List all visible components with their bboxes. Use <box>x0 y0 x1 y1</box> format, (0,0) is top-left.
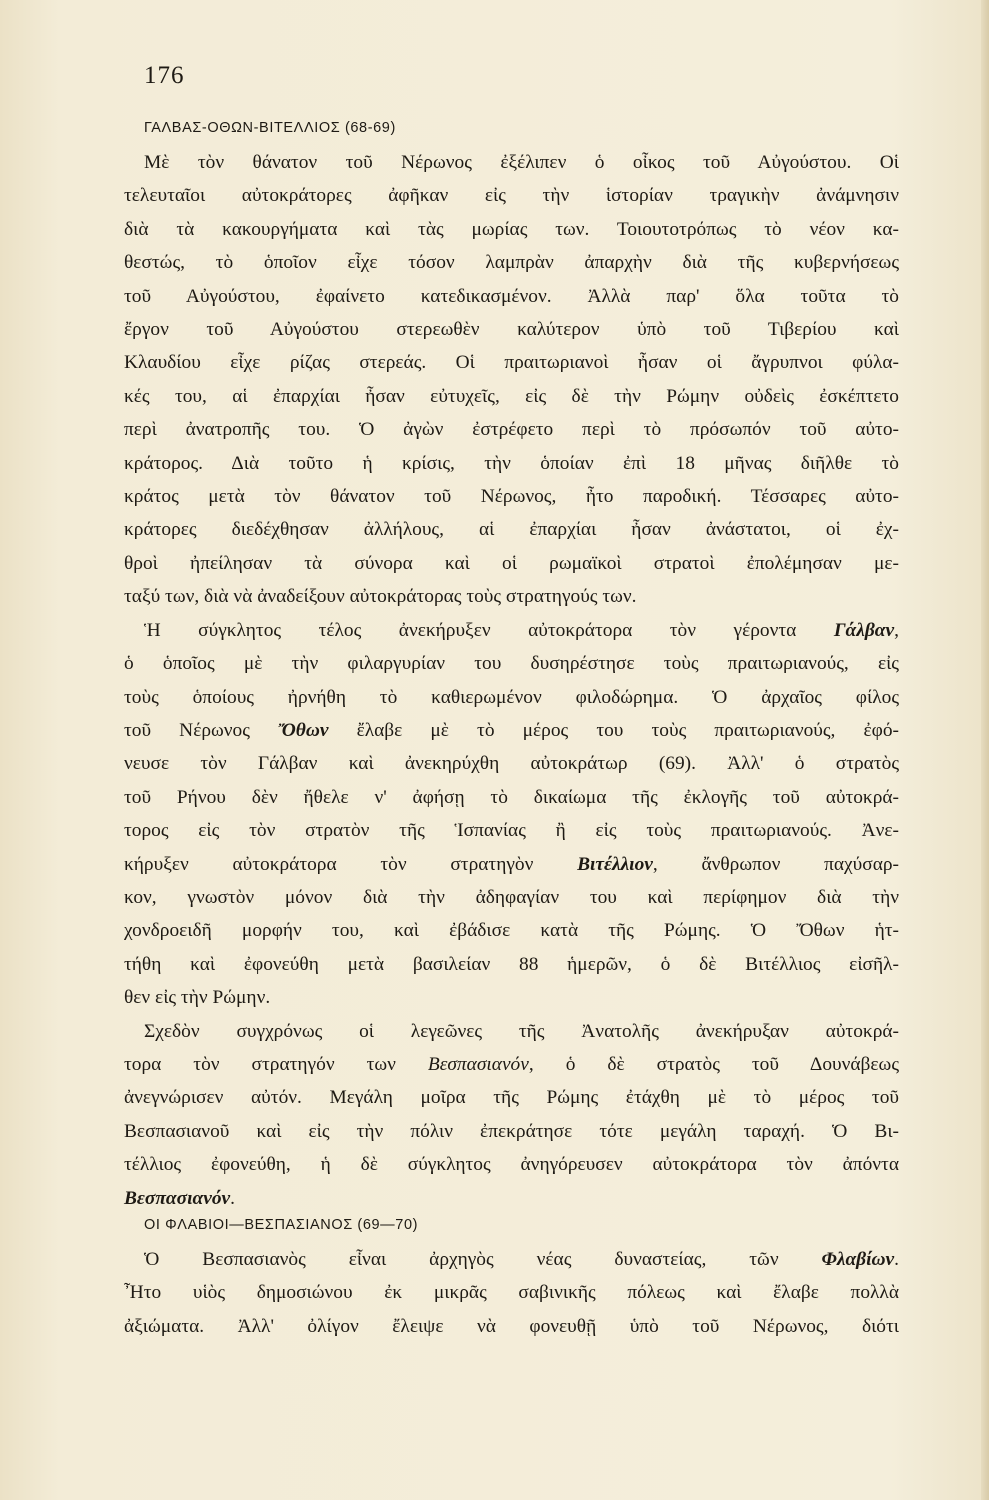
text-run: , ὁ δὲ στρατὸς τοῦ Δουνάβεως <box>528 1053 899 1075</box>
text-line: κράτορος. Διὰ τοῦτο ἡ κρίσις, τὴν ὁποίαν ἐπὶ 18 μῆνας διῆλθε τὸ <box>124 452 899 474</box>
text-run: τορα τὸν στρατηγόν των <box>124 1053 428 1075</box>
text-run: κήρυξεν αὐτοκράτορα τὸν στρατηγὸν <box>124 853 578 875</box>
text-run: , <box>894 619 899 641</box>
section-heading-flavians: ΟΙ ΦΛΑΒΙΟΙ—ΒΕΣΠΑΣΙΑΝΟΣ (69—70) <box>144 1217 419 1233</box>
text-run: Ἡ σύγκλητος τέλος ἀνεκήρυξεν αὐτοκράτορα τὸν γέροντα <box>144 619 834 641</box>
section-heading-galba: ΓΑΛΒΑΣ-ΟΘΩΝ-ΒΙΤΕΛΛΙΟΣ (68-69) <box>144 120 396 136</box>
text-line <box>124 848 899 881</box>
text-line: χονδροειδῆ μορφήν του, καὶ ἐβάδισε κατὰ τῆς Ρώμης. Ὁ Ὄθων ἡτ- <box>124 920 899 942</box>
text-line: θεν εἰς τὴν Ρώμην. <box>124 987 271 1009</box>
text-line <box>124 614 899 647</box>
text-line: ἔργον τοῦ Αὐγούστου στερεωθὲν καλύτερον ὑπὸ τοῦ Τιβερίου καὶ <box>124 319 899 341</box>
text-line: τήθη καὶ ἐφονεύθη μετὰ βασιλείαν 88 ἡμερῶν, ὁ δὲ Βιτέλλιος εἰσῆλ- <box>124 953 899 975</box>
text-run: , ἄνθρωπον παχύσαρ- <box>652 853 899 875</box>
text-line: θροὶ ἠπείλησαν τὰ σύνορα καὶ οἱ ρωμαϊκοὶ στρατοὶ ἐπολέμησαν με- <box>124 552 899 574</box>
text-line: τελευταῖοι αὐτοκράτορες ἀφῆκαν εἰς τὴν ἱστορίαν τραγικὴν ἀνάμνησιν <box>124 185 899 207</box>
text-run: ἔλαβε μὲ τὸ μέρος του τοὺς πραιτωριανούς, ἐφό- <box>328 719 899 741</box>
text-line: τοῦ Ρήνου δὲν ἤθελε ν' ἀφήσῃ τὸ δικαίωμα τῆς ἐκλογῆς τοῦ αὐτοκρά- <box>124 786 899 808</box>
text-line: Σχεδὸν συγχρόνως οἱ λεγεῶνες τῆς Ἀνατολῆς ἀνεκήρυξαν αὐτοκρά- <box>144 1020 899 1042</box>
text-line: διὰ τὰ κακουργήματα καὶ τὰς μωρίας των. Τοιουτοτρόπως τὸ νέον κα- <box>124 218 899 240</box>
text-line: θεστώς, τὸ ὁποῖον εἶχε τόσον λαμπρὰν ἀπαρχὴν διὰ τῆς κυβερνήσεως <box>124 252 899 274</box>
text-run: Ὁ Βεσπασιανὸς εἶναι ἀρχηγὸς νέας δυναστείας, τῶν <box>144 1249 822 1270</box>
text-run: . <box>894 1249 899 1270</box>
text-line: κράτορες διεδέχθησαν ἀλλήλους, αἱ ἐπαρχίαι ἦσαν ἀνάστατοι, οἱ ἐχ- <box>124 519 899 541</box>
text-line: τοὺς ὁποίους ἠρνήθη τὸ καθιερωμένον φιλοδώρημα. Ὁ ἀρχαῖος φίλος <box>124 686 899 708</box>
text-line: Ἦτο υἱὸς δημοσιώνου ἐκ μικρᾶς σαβινικῆς πόλεως καὶ ἔλαβε πολλὰ <box>124 1282 899 1304</box>
text-line: ἀνεγνώρισεν αὐτόν. Μεγάλη μοῖρα τῆς Ρώμης ἐτάχθη μὲ τὸ μέρος τοῦ <box>124 1087 899 1109</box>
name-othon: Ὄθων <box>278 719 329 741</box>
text-line: Βεσπασιανοῦ καὶ εἰς τὴν πόλιν ἐπεκράτησε τότε μεγάλη ταραχή. Ὁ Βι- <box>124 1120 899 1142</box>
text-line: κές του, αἱ ἐπαρχίαι ἦσαν εὐτυχεῖς, εἰς δὲ τὴν Ρώμην οὐδεὶς ἐσκέπτετο <box>124 385 899 407</box>
text-line: περὶ ἀνατροπῆς του. Ὁ ἀγὼν ἐστρέφετο περὶ τὸ πρόσωπόν τοῦ αὐτο- <box>124 419 899 441</box>
text-line: ἀξιώματα. Ἀλλ' ὀλίγον ἔλειψε νὰ φονευθῇ ὑπὸ τοῦ Νέρωνος, διότι <box>124 1315 899 1337</box>
page-number: 176 <box>144 62 185 89</box>
text-line: τοῦ Αὐγούστου, ἐφαίνετο κατεδικασμένον. Ἀλλὰ παρ' ὅλα τοῦτα τὸ <box>124 285 899 307</box>
text-line: τέλλιος ἐφονεύθη, ἡ δὲ σύγκλητος ἀνηγόρευσεν αὐτοκράτορα τὸν ἀπόντα <box>124 1154 899 1176</box>
name-vespasianon: Βεσπασιανόν <box>427 1053 529 1075</box>
name-galbas: Γάλβαν <box>833 619 895 641</box>
text-line: κράτος μετὰ τὸν θάνατον τοῦ Νέρωνος, ἦτο παροδική. Τέσσαρες αὐτο- <box>124 486 899 508</box>
text-run: τοῦ Νέρωνος <box>124 719 279 741</box>
text-line: τορος εἰς τὸν στρατὸν τῆς Ἱσπανίας ἢ εἰς τοὺς πραιτωριανούς. Ἀνε- <box>124 820 899 842</box>
text-line: Κλαυδίου εἶχε ρίζας στερεάς. Οἱ πραιτωριανοὶ ἦσαν οἱ ἄγρυπνοι φύλα- <box>124 352 899 374</box>
name-vitellion: Βιτέλλιον <box>577 853 653 875</box>
text-line <box>124 1048 899 1081</box>
text-line: Μὲ τὸν θάνατον τοῦ Νέρωνος ἐξέλιπεν ὁ οἶκος τοῦ Αὐγούστου. Οἱ <box>144 152 899 173</box>
text-line: κον, γνωστὸν μόνον διὰ τὴν ἀδηφαγίαν του καὶ περίφημον διὰ τὴν <box>124 886 899 908</box>
text-line <box>124 1243 899 1276</box>
paragraph-3 <box>124 1015 899 1215</box>
paragraph-4 <box>124 1243 899 1343</box>
text-run: . <box>230 1187 235 1209</box>
paragraph-2 <box>124 614 899 1015</box>
text-line: ὁ ὁποῖος μὲ τὴν φιλαργυρίαν του δυσηρέστησε τοὺς πραιτωριανούς, εἰς <box>124 653 899 675</box>
name-flavion: Φλαβίων <box>821 1249 895 1270</box>
text-line: ταξύ των, διὰ νὰ ἀναδείξουν αὐτοκράτορας τοὺς στρατηγούς των. <box>124 586 637 608</box>
text-line <box>124 1182 899 1215</box>
page-edge <box>981 0 989 1500</box>
paragraph-1 <box>124 146 899 614</box>
text-line <box>124 714 899 747</box>
name-vespasianon-bold: Βεσπασιανόν <box>124 1187 231 1209</box>
text-line: νευσε τὸν Γάλβαν καὶ ἀνεκηρύχθη αὐτοκράτωρ (69). Ἀλλ' ὁ στρατὸς <box>124 753 899 775</box>
